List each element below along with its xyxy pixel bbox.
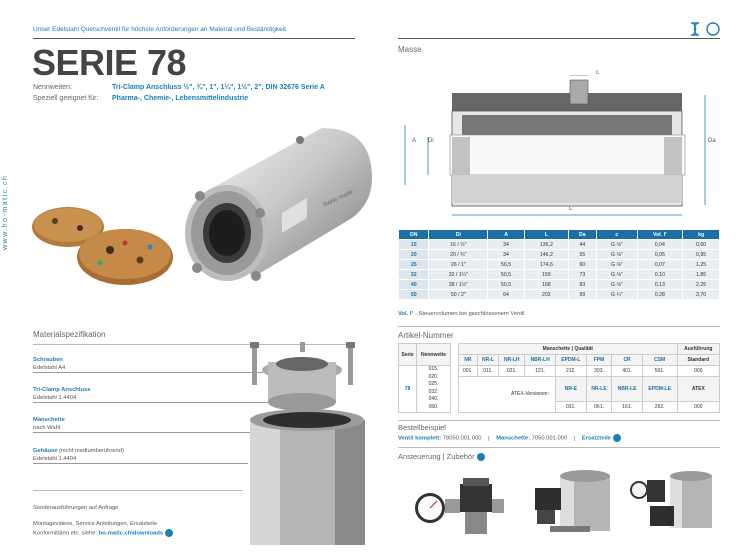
material-item-manschette (33, 416, 65, 432)
code-cell: 501. (642, 366, 677, 377)
dimensions-cell: 83 (568, 280, 596, 290)
col-header: kg (683, 230, 720, 240)
manschette-label: Manschette: (496, 435, 531, 442)
dimensions-cell: 16 / ½" (429, 240, 488, 250)
ersatzteile-link[interactable]: Ersatzteile (581, 435, 611, 442)
dimensions-cell: 73 (568, 270, 596, 280)
material-item-detail: Edelstahl 1.4404 (33, 395, 77, 401)
dimensions-cell: 146,2 (524, 250, 568, 260)
vol-footnote (398, 311, 525, 317)
nennweite-code: 032. (428, 388, 439, 395)
code-cell: 401. (612, 366, 642, 377)
dimensions-cell: 50,5 (488, 270, 525, 280)
col-serie: Serie (399, 344, 417, 366)
material-item-detail: Edelstahl A4 (33, 365, 66, 371)
type-header: CSM (642, 355, 677, 366)
dimensions-cell: G ⅛" (597, 260, 638, 270)
dimensions-cell: G ⅛" (597, 240, 638, 250)
nennweite-code: 025. (428, 381, 439, 388)
accessory-valve-image (525, 466, 620, 544)
artikel-rule (398, 326, 720, 327)
exploded-view-image (240, 340, 380, 545)
material-item-title: Tri-Clamp Anschluss (33, 387, 91, 393)
dimensions-cell: 0,95 (683, 250, 720, 260)
material-heading: Materialspezifikation (33, 330, 106, 339)
dimensions-cell: 3,70 (683, 290, 720, 300)
material-item-gehaeuse (33, 447, 124, 463)
dimensions-cell: G ⅛" (597, 280, 638, 290)
dimensions-cell: 99 (568, 290, 596, 300)
separator: | (488, 435, 490, 442)
code-cell: 021. (499, 366, 525, 377)
zubehoer-heading-wrap (398, 452, 485, 461)
geeignet-value: Pharma-, Chemie-, Lebensmittelindustrie (112, 95, 249, 102)
dimensions-table (398, 229, 720, 300)
bestell-line (398, 434, 621, 442)
type-header: NR (459, 355, 478, 366)
atex-col-header: ATEX (677, 377, 719, 402)
page-title: SERIE 78 (32, 42, 187, 83)
dimensions-cell: 0,07 (637, 260, 683, 270)
type-header: NR-L (477, 355, 499, 366)
konformitaet-text (33, 529, 173, 537)
dimensions-cell: 40 (399, 280, 429, 290)
material-item-title: Manschette (33, 417, 65, 423)
dimensions-cell: 50 / 2" (429, 290, 488, 300)
montage-text: Montagevideos, Service Anleitungen, Ersatzteile (33, 521, 158, 527)
header-rule (33, 38, 355, 39)
dimensions-row (399, 270, 720, 280)
material-item-schrauben (33, 356, 65, 372)
dimensions-cell: 0,04 (637, 240, 683, 250)
dimensions-cell: 38 / 1½" (429, 280, 488, 290)
material-item-title-suffix: (nicht mediumberührend) (57, 448, 124, 454)
col-header: c (597, 230, 638, 240)
ventil-label: Ventil komplett: (398, 435, 442, 442)
manschette-value: 7050.001.000 (530, 435, 568, 442)
material-item-title: Gehäuse (33, 448, 58, 454)
dimensions-cell: 0,10 (637, 270, 683, 280)
dim-label-da: Da (708, 138, 716, 144)
dimensions-cell: 1,25 (683, 260, 720, 270)
dimensions-row (399, 250, 720, 260)
dimensions-cell: 32 (399, 270, 429, 280)
vol-footnote-text: - Steuervolumen bei geschlossenem Ventil (413, 311, 525, 317)
dimensions-cell: 0,05 (637, 250, 683, 260)
code-cell: 121. (525, 366, 556, 377)
geeignet-label: Speziell geeignet für: (33, 95, 99, 102)
dimensions-cell: 55 (568, 250, 596, 260)
atex-type: NBR-LE (612, 377, 642, 402)
leader-line (33, 463, 248, 464)
dimensions-cell: 34 (488, 240, 525, 250)
dimensions-cell: 136,2 (524, 240, 568, 250)
bestell-rule (398, 420, 720, 421)
dimensions-row (399, 290, 720, 300)
dimensions-cell: 50,5 (488, 260, 525, 270)
downloads-link[interactable]: ho-matic.ch\downloads (98, 530, 164, 537)
atex-type: NR-LE (586, 377, 612, 402)
code-cell: 303. (586, 366, 612, 377)
atex-code: 262. (642, 401, 677, 412)
nennweiten-label: Nennweiten: (33, 84, 72, 91)
ho-matic-logo (690, 22, 722, 36)
dimensions-cell: 15 (399, 240, 429, 250)
material-item-detail: nach Wahl (33, 425, 61, 431)
type-header: NR-LH (499, 355, 525, 366)
dimensions-cell: 0,28 (637, 290, 683, 300)
spacer (451, 344, 459, 413)
dimensions-row (399, 260, 720, 270)
dimensions-cell: 0,13 (637, 280, 683, 290)
accessory-regulator-image (410, 466, 510, 544)
side-url[interactable]: www.ho-matic.ch (2, 174, 9, 250)
col-header: DN (399, 230, 429, 240)
masse-heading: Masse (398, 45, 422, 54)
type-header: FPM (586, 355, 612, 366)
nennweite-code: 040. (428, 396, 439, 403)
accessory-valve-regulator-image (625, 466, 720, 544)
atex-code: 031. (555, 401, 586, 412)
vol-footnote-key: Vol. l¹ (398, 311, 414, 317)
zubehoer-heading: Ansteuerung | Zubehör (398, 452, 475, 461)
dimensions-cell: 26 / 1" (429, 260, 488, 270)
dimensions-cell: 202 (524, 290, 568, 300)
dimensions-cell: G ⅛" (597, 250, 638, 260)
zubehoer-rule (398, 447, 720, 448)
product-image (172, 118, 377, 288)
standard-header: Standard (677, 355, 719, 366)
swiss-made-label: Swiss made (322, 189, 355, 209)
standard-value: 000 (677, 366, 719, 377)
leader-line (33, 432, 258, 433)
dimensions-cell: 60 (568, 260, 596, 270)
col-header: Da (568, 230, 596, 240)
col-header: L (524, 230, 568, 240)
dim-label-di: Di (428, 138, 434, 144)
dimensions-header-row (399, 230, 720, 240)
col-header: Vol. l¹ (637, 230, 683, 240)
dimensions-cell: G ⅛" (597, 270, 638, 280)
ventil-value: 78050.001.000 (441, 435, 482, 442)
col-header: A (488, 230, 525, 240)
atex-value: 000 (677, 401, 719, 412)
dimensions-cell: 34 (488, 250, 525, 260)
serie-value: 78 (399, 366, 417, 413)
code-cell: 212. (555, 366, 586, 377)
col-ausfuehrung: Ausführung (677, 344, 719, 355)
type-header: EPDM-L (555, 355, 586, 366)
dimensions-cell: G ¼" (597, 290, 638, 300)
dimensions-cell: 0,60 (683, 240, 720, 250)
type-header: NBR-LH (525, 355, 556, 366)
nennweite-code: 020. (428, 373, 439, 380)
dimensions-cell: 159 (524, 270, 568, 280)
atex-label: ATEX-Versionen: (459, 377, 556, 413)
type-header: CR (612, 355, 642, 366)
col-nennweite: Nennweite (417, 344, 451, 366)
dimensions-cell: 1,85 (683, 270, 720, 280)
nennweiten-list (417, 366, 451, 413)
dimensions-cell: 32 / 1¼" (429, 270, 488, 280)
dim-label-l: L (569, 206, 573, 212)
nennweite-code: 050. (428, 403, 439, 410)
dimensions-cell: 168 (524, 280, 568, 290)
dimensions-cell: 20 (399, 250, 429, 260)
tagline: Unser Edelstahl Quetschventil für höchste Anforderungen an Material und Beständigkeit. (33, 26, 288, 33)
ersatzteile-icon[interactable] (613, 434, 621, 442)
dimensions-cell: 174,6 (524, 260, 568, 270)
konformitaet-prefix: Konformitäten etc. siehe: (33, 530, 99, 537)
code-cell: 001. (459, 366, 478, 377)
technical-drawing (400, 75, 720, 225)
dim-label-c: c (596, 70, 599, 76)
cookies-image (20, 195, 180, 290)
download-icon[interactable] (165, 529, 173, 537)
atex-code: 061. (586, 401, 612, 412)
bestell-heading: Bestellbeispiel (398, 423, 446, 432)
dimensions-cell: 44 (568, 240, 596, 250)
atex-type: NR-E (555, 377, 586, 402)
right-header-rule (398, 38, 720, 39)
dimensions-row (399, 280, 720, 290)
dimensions-cell: 20 / ¾" (429, 250, 488, 260)
footer-rule (33, 490, 243, 491)
group-header: Manschette | Qualität (459, 344, 678, 355)
dimensions-cell: 50 (399, 290, 429, 300)
dimensions-row (399, 240, 720, 250)
nennweiten-value: Tri-Clamp Anschluss ½", ¾", 1", 1¼", 1½", 2", DIN 32676 Serie A (112, 84, 325, 91)
dimensions-cell: 50,5 (488, 280, 525, 290)
dim-label-a: A (412, 138, 417, 144)
material-item-triclamp (33, 386, 90, 402)
artikel-table (398, 343, 720, 413)
dimensions-cell: 2,25 (683, 280, 720, 290)
zubehoer-icon[interactable] (477, 453, 485, 461)
atex-type: EPDM-LE (642, 377, 677, 402)
material-item-title: Schrauben (33, 357, 63, 363)
dimensions-cell: 25 (399, 260, 429, 270)
col-header: Di (429, 230, 488, 240)
separator: | (573, 435, 576, 442)
nennweite-code: 015. (428, 366, 439, 372)
code-cell: 011. (477, 366, 499, 377)
dimensions-cell: 64 (488, 290, 525, 300)
material-item-detail: Edelstahl 1.4404 (33, 456, 77, 462)
atex-code: 161. (612, 401, 642, 412)
sonder-text: Sonderausführungen auf Anfrage (33, 505, 119, 511)
artikel-heading: Artikel-Nummer (398, 331, 454, 340)
leader-line (33, 372, 263, 373)
